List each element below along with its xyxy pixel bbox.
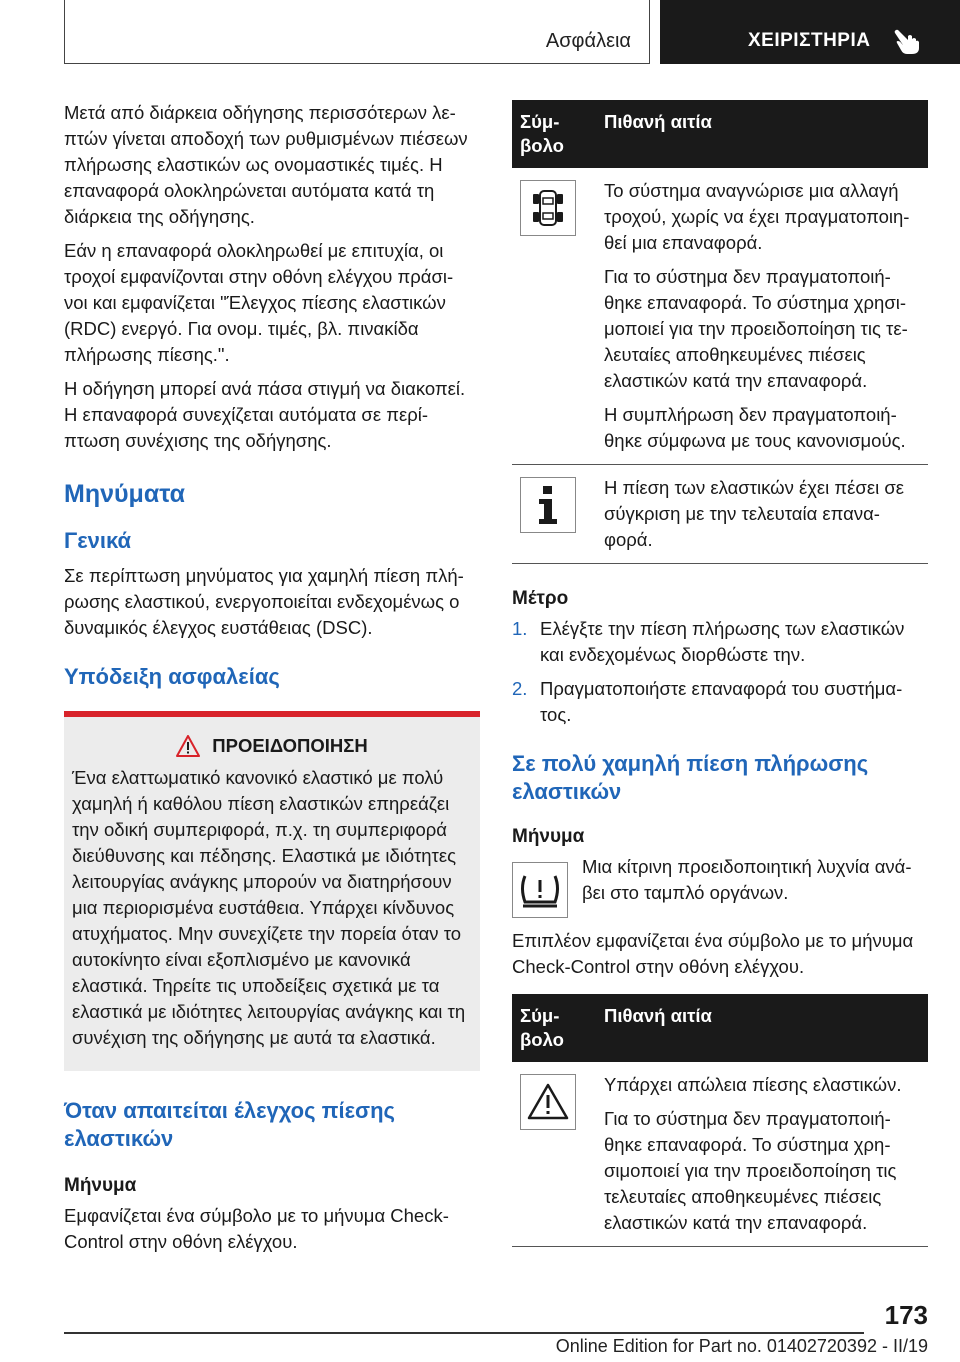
warning-triangle-icon — [176, 735, 200, 757]
measure-steps — [512, 616, 928, 728]
paragraph-additional-symbol: Επιπλέον εμφανίζεται ένα σύμβολο με το μήνυμα Check-Control στην οθόνη ελέγχου. — [512, 930, 914, 977]
car-tires-icon — [520, 180, 576, 236]
table-row — [512, 168, 928, 465]
paragraph-reset-success: Εάν η επαναφορά ολοκληρωθεί με επιτυχία, οι τροχοί εμφανίζονται στην οθόνη ελέγχου πράσι- νοι και εμφανίζεται "Έλεγχος πίεσης ελαστικών (RDC) ενεργό. Για ονομ. τιμές, βλ. πινακίδα πλήρωσης πίεσης.". — [64, 240, 454, 365]
page-number: 173 — [884, 1300, 928, 1330]
page-footer — [64, 1300, 928, 1362]
paragraph-dsc: Σε περίπτωση μηνύματος για χαμηλή πίεση πλή- ρωσης ελαστικού, ενεργοποιείται ενδεχομένως ο δυναμικός έλεγχος ευστάθειας (DSC). — [64, 565, 464, 638]
table2-header-symbol: Σύμ- βολο — [512, 994, 596, 1062]
cause-text: Η συμπλήρωση δεν πραγματοποιή- θηκε σύμφωνα με τους κανονισμούς. — [604, 404, 906, 451]
table2-header-cause: Πιθανή αιτία — [596, 994, 928, 1062]
header-section-title: Ασφάλεια — [545, 30, 631, 52]
list-item — [512, 616, 928, 668]
right-column — [512, 100, 928, 1247]
paragraph-driving-interrupt: Η οδήγηση μπορεί ανά πάσα στιγμή να διακοπεί. Η επαναφορά συνεχίζεται αυτόματα σε περί- πτωση συνέχισης της οδήγησης. — [64, 378, 466, 451]
page-header — [0, 0, 960, 66]
pointing-hand-icon — [892, 26, 922, 56]
table-row — [512, 465, 928, 564]
message-text: Μια κίτρινη προειδοποιητική λυχνία ανά- βει στο ταμπλό οργάνων. — [582, 856, 912, 903]
table-row — [512, 1062, 928, 1247]
tire-pressure-warning-icon — [512, 862, 568, 918]
warning-title: ΠΡΟΕΙΔΟΠΟΙΗΣΗ — [212, 735, 368, 756]
heading-message: Μήνυμα — [64, 1175, 137, 1196]
heading-messages: Μηνύματα — [64, 480, 186, 508]
warning-triangle-icon — [520, 1074, 576, 1130]
cause-text: Υπάρχει απώλεια πίεσης ελαστικών. — [604, 1074, 902, 1095]
step-number: 1. — [512, 618, 528, 639]
warning-text: Ένα ελαττωματικό κανονικό ελαστικό με πολύ χαμηλή ή καθόλου πίεση ελαστικών επηρεάζει την οδική συμπεριφορά, π.χ. τη συμπεριφορά διεύθυνσης και πέδησης. Ελαστικά με ιδιότητες λειτουργίας ανάγκης μπορούν να διατηρήσουν μια περιορισμένα ευστάθεια. Υπάρχει κίνδυνος ατυχήματος. Μην συνεχίζετε την πορεία όταν το αυτοκίνητο είναι εξοπλισμένο με κανονικά ελαστικά. Τηρείτε τις υποδείξεις σχετικά με τα ελαστικά με ιδιότητες λειτουργίας ανάγκης και τη συνέχιση της οδήγησης με αυτά τα ελαστικά. — [72, 767, 466, 1048]
warning-box — [64, 711, 480, 1071]
heading-measure: Μέτρο — [512, 588, 569, 609]
edition-text: Online Edition for Part no. 01402720392 - II/19 — [555, 1336, 928, 1356]
cause-text: Για το σύστημα δεν πραγματοποιή- θηκε επαναφορά. Το σύστημα χρησι- μοποιεί για την προειδοποίηση τις τε- λευταίες αποθηκευμένες πιέσεις ελαστικών κατά την επαναφορά. — [604, 266, 908, 391]
step-text: Ελέγξτε την πίεση πλήρωσης των ελαστικών και ενδεχομένως διορθώστε την. — [540, 618, 905, 665]
paragraph-reset-acceptance: Μετά από διάρκεια οδήγησης περισσότερων λε- πτών γίνεται αποδοχή των ρυθμισμένων πιέσεων πλήρωσης ελαστικών ως ονομαστικές τιμές. Η επαναφορά ολοκληρώνεται αυτόματα κατά τη διάρκεια της οδήγησης. — [64, 102, 468, 227]
step-number: 2. — [512, 678, 528, 699]
symbol-table-1 — [512, 100, 928, 564]
warning-header — [72, 735, 472, 757]
header-chapter-box — [660, 0, 960, 64]
footer-divider — [64, 1332, 864, 1334]
table1-header-symbol: Σύμ- βολο — [512, 100, 596, 168]
heading-check-required: Όταν απαιτείται έλεγχος πίεσης ελαστικών — [64, 1098, 395, 1151]
paragraph-check-control: Εμφανίζεται ένα σύμβολο με το μήνυμα Check- Control στην οθόνη ελέγχου. — [64, 1205, 449, 1252]
heading-general: Γενικά — [64, 528, 132, 553]
heading-message-right: Μήνυμα — [512, 826, 585, 847]
list-item — [512, 676, 928, 728]
table1-header-cause: Πιθανή αιτία — [596, 100, 928, 168]
cause-text: Για το σύστημα δεν πραγματοποιή- θηκε επαναφορά. Το σύστημα χρη- σιμοποιεί για την προειδοποίηση τις τελευταίες αποθηκευμένες πιέσεις ελαστικών κατά την επαναφορά. — [604, 1108, 897, 1233]
header-section-box — [64, 0, 650, 64]
symbol-table-2 — [512, 994, 928, 1247]
message-row — [512, 854, 928, 918]
cause-text: Η πίεση των ελαστικών έχει πέσει σε σύγκριση με την τελευταία επανα- φορά. — [604, 477, 905, 550]
header-chapter-title: ΧΕΙΡΙΣΤΗΡΙΑ — [748, 30, 871, 51]
left-column — [64, 100, 480, 1263]
step-text: Πραγματοποιήστε επαναφορά του συστήμα- τος. — [540, 678, 903, 725]
cause-text: Το σύστημα αναγνώρισε μια αλλαγή τροχού, χωρίς να έχει πραγματοποιη- θεί μια επαναφορά. — [604, 180, 910, 253]
heading-safety-note: Υπόδειξη ασφαλείας — [64, 664, 280, 689]
info-icon — [520, 477, 576, 533]
heading-very-low-pressure: Σε πολύ χαμηλή πίεση πλήρωσης ελαστικών — [512, 751, 869, 804]
